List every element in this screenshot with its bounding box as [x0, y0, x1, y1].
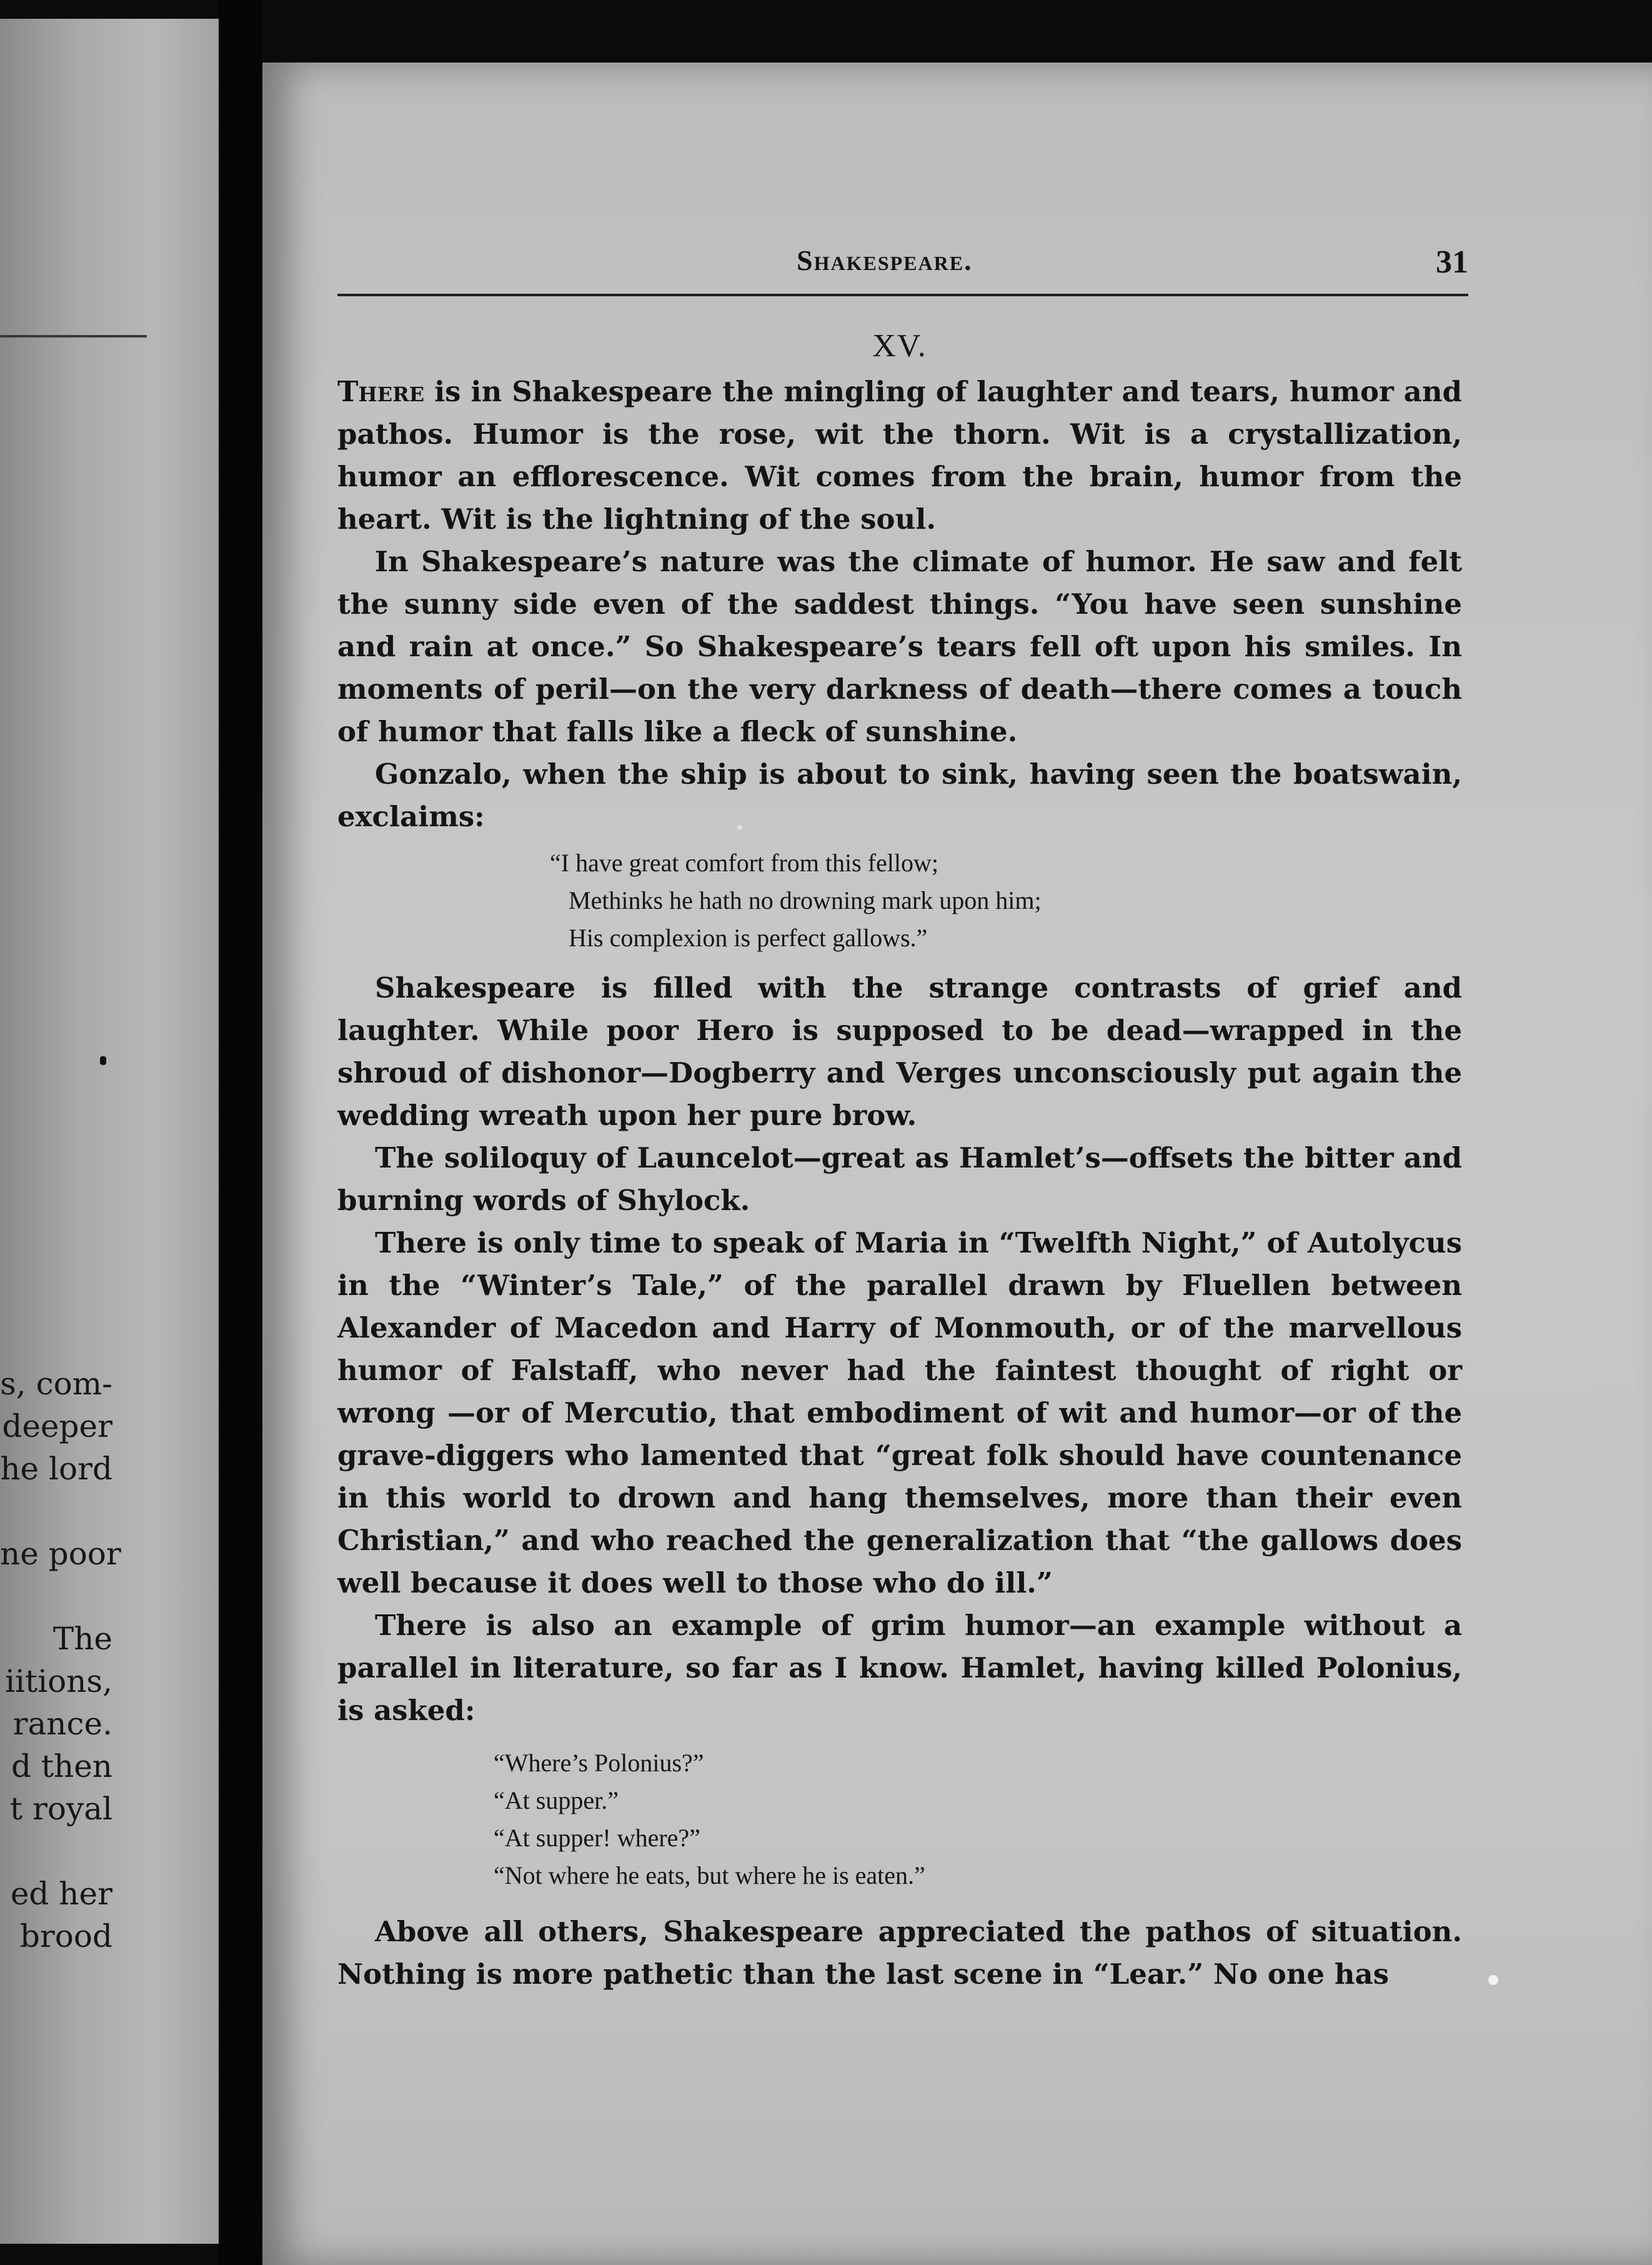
previous-page-text [0, 1362, 121, 1958]
previous-page-line: The [52, 1621, 112, 1657]
paragraph: Shakespeare is filled with the strange contrasts of grief and laughter. While poor Hero is supposed to be dead—wrapped in the shroud of dishonor—Dogberry and Verges unconsciously put again the wedding wreath upon her pure brow. [337, 971, 1462, 1132]
running-head [337, 244, 1468, 294]
section-number: XV. [872, 328, 927, 364]
previous-page-line: rance. [12, 1706, 112, 1742]
verse-line: Methinks he hath no drowning mark upon him; [569, 886, 1042, 914]
dialogue-line: “Not where he eats, but where he is eaten.” [494, 1861, 925, 1889]
previous-page-fragment [0, 19, 219, 2244]
ink-dot [100, 1056, 106, 1065]
dialogue-line: “Where’s Polonius?” [494, 1749, 704, 1777]
paragraph [337, 371, 1462, 541]
paragraph-lead-word: There [337, 375, 425, 408]
page-content [337, 244, 1468, 1996]
previous-page-line: s, com- [0, 1366, 112, 1402]
previous-page-line: brood [19, 1918, 112, 1954]
paragraph: In Shakespeare’s nature was the climate of humor. He saw and felt the sunny side even of the saddest things. “You have seen sunshine and rain at once.” So Shakespeare’s tears fell oft upon his smiles. In moments of peril—on the very darkness of death—there comes a touch of humor that falls like a fleck of sunshine. [337, 545, 1462, 748]
previous-page-rule [0, 335, 147, 338]
paragraph: There is only time to speak of Maria in “Twelfth Night,” of Autolycus in the “Winter’s Tale,” of the parallel drawn by Fluellen between Alexander of Macedon and Harry of Monmouth, or of the marvellous humor of Falstaff, who never had the faintest thought of right or wrong —or of Mercutio, that embodiment of wit and humor—or of the grave-diggers who lamented that “great folk should have countenance in this world to drown and hang themselves, more than their even Christian,” and who reached the generalization that “the gallows does well because it does well to those who do ill.” [337, 1226, 1462, 1599]
body-text [337, 371, 1462, 1996]
page-31 [262, 62, 1652, 2265]
paragraph: The soliloquy of Launcelot—great as Hamlet’s—offsets the bitter and burning words of Shylock. [337, 1141, 1462, 1217]
book-gutter [219, 0, 262, 2265]
quotation-gonzalo [337, 844, 1462, 957]
previous-page-line: ne poor [0, 1536, 121, 1572]
dialogue-line: “At supper! where?” [494, 1824, 700, 1852]
previous-page-line: iitions, [5, 1663, 112, 1699]
previous-page-line: d then [11, 1748, 112, 1784]
previous-page-line: he lord [0, 1451, 112, 1487]
paragraph: There is also an example of grim humor—an example without a parallel in literature, so far as I know. Hamlet, having killed Polonius, is asked: [337, 1609, 1462, 1727]
quotation-hamlet [337, 1744, 1462, 1894]
verse-line: His complexion is perfect gallows.” [569, 924, 928, 952]
page-number: 31 [1436, 244, 1468, 280]
previous-page-line: deeper [2, 1408, 112, 1444]
paragraph: Above all others, Shakespeare appreciated the pathos of situation. Nothing is more pathetic than the last scene in “Lear.” No one has [337, 1915, 1462, 1991]
paragraph: Gonzalo, when the ship is about to sink, having seen the boatswain, exclaims: [337, 758, 1462, 833]
header-rule [337, 294, 1468, 296]
previous-page-line: t royal [9, 1791, 112, 1827]
paragraph-text: is in Shakespeare the mingling of laughter and tears, humor and pathos. Humor is the rose, wit the thorn. Wit is a crystallization, humor an efflorescence. Wit comes from the brain, humor from the heart. Wit is the lightning of the soul. [337, 375, 1462, 536]
running-title: Shakespeare. [797, 244, 973, 276]
dust-speck [1488, 1975, 1498, 1985]
dialogue-line: “At supper.” [494, 1786, 619, 1814]
previous-page-line: ed her [10, 1876, 112, 1912]
verse-line: “I have great comfort from this fellow; [550, 849, 938, 877]
